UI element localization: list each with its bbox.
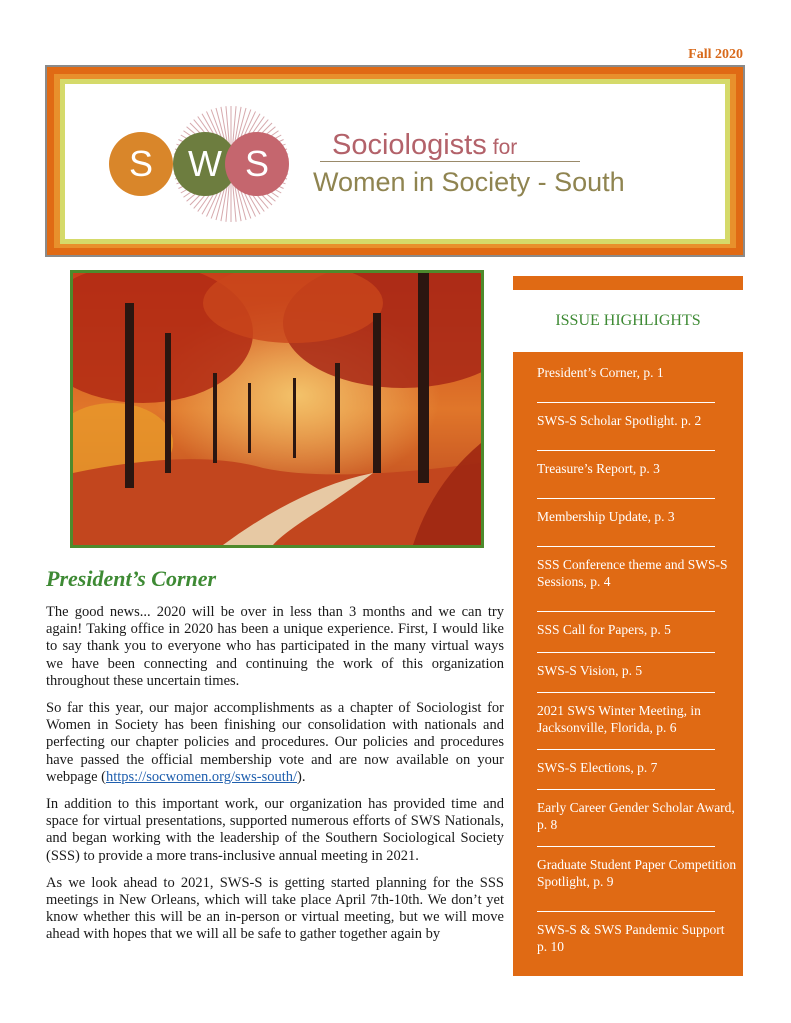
highlight-item: SSS Conference theme and SWS-S Sessions, p. 4 xyxy=(537,557,728,589)
highlight-item: SWS-S Scholar Spotlight. p. 2 xyxy=(537,413,702,428)
highlight-item: Membership Update, p. 3 xyxy=(537,509,675,524)
logo-letter-w: W xyxy=(188,143,222,184)
highlight-divider xyxy=(537,652,715,653)
issue-highlights-panel xyxy=(513,352,743,976)
org-name-line2: Women in Society - South xyxy=(313,167,625,197)
highlight-item: SWS-S Elections, p. 7 xyxy=(537,760,658,775)
article-paragraph-2: So far this year, our major accomplishments as a chapter of Sociologist for Women in Society has been finishing our consolidation with nationals and perfecting our chapter policies and procedures. Our policies and procedures have passed the official membership vote and are now available on your webpage (https://socwomen.org/sws-south/). xyxy=(46,700,504,785)
article-paragraph-3: In addition to this important work, our organization has provided time and space for virtual presentations, supported numerous efforts of SWS Nationals, and began working with the leadership of the Southern Sociological Society (SSS) to provide a more trans-inclusive annual meeting in 2021. xyxy=(46,796,504,864)
logo-letter-s2: S xyxy=(244,143,270,184)
highlight-divider xyxy=(537,611,715,612)
highlight-divider xyxy=(537,749,715,750)
sidebar-top-bar xyxy=(513,276,743,290)
masthead-banner xyxy=(45,65,745,257)
highlight-divider xyxy=(537,846,715,847)
autumn-forest-photo xyxy=(70,270,484,548)
highlight-item: Early Career Gender Scholar Award, p. 8 xyxy=(537,800,735,832)
highlight-divider xyxy=(537,789,715,790)
highlight-item: Graduate Student Paper Competition Spotlight, p. 9 xyxy=(537,857,737,889)
article-body xyxy=(46,604,504,954)
sidebar-heading: ISSUE HIGHLIGHTS xyxy=(555,312,701,329)
highlight-item: SSS Call for Papers, p. 5 xyxy=(537,622,671,637)
logo-letter-s1: S xyxy=(128,143,154,184)
highlight-item: SWS-S & SWS Pandemic Support p. 10 xyxy=(537,922,725,954)
highlight-divider xyxy=(537,692,715,693)
highlight-item: Treasure’s Report, p. 3 xyxy=(537,461,660,476)
highlight-divider xyxy=(537,498,715,499)
article-paragraph-4: As we look ahead to 2021, SWS-S is getting started planning for the SSS meetings in New Orleans, which will take place April 7th-10th. We don’t yet know whether this will be an in-person or virtual meeting, but we will move ahead with hopes that we will all be safe to gather together again by xyxy=(46,874,504,943)
highlight-item: SWS-S Vision, p. 5 xyxy=(537,663,643,678)
org-name-rule xyxy=(320,161,580,162)
issue-label: Fall 2020 xyxy=(688,47,743,62)
highlight-divider xyxy=(537,911,715,912)
highlight-divider xyxy=(537,450,715,451)
highlight-item: President’s Corner, p. 1 xyxy=(537,365,664,380)
webpage-link[interactable]: https://socwomen.org/sws-south/ xyxy=(105,768,298,785)
org-name-line1: Sociologists for xyxy=(332,129,518,161)
highlight-divider xyxy=(537,402,715,403)
sws-logo xyxy=(105,104,315,224)
highlight-divider xyxy=(537,546,715,547)
highlight-item: 2021 SWS Winter Meeting, in Jacksonville, Florida, p. 6 xyxy=(537,703,701,735)
article-paragraph-1: The good news... 2020 will be over in less than 3 months and we can try again! Taking office in 2020 has been a unique experience. First, I would like to say thank you to everyone who has participated in the many virtual ways we have been connecting and continuing the work of this organization throughout these uncertain times. xyxy=(46,604,504,689)
article-title: President’s Corner xyxy=(46,566,217,591)
